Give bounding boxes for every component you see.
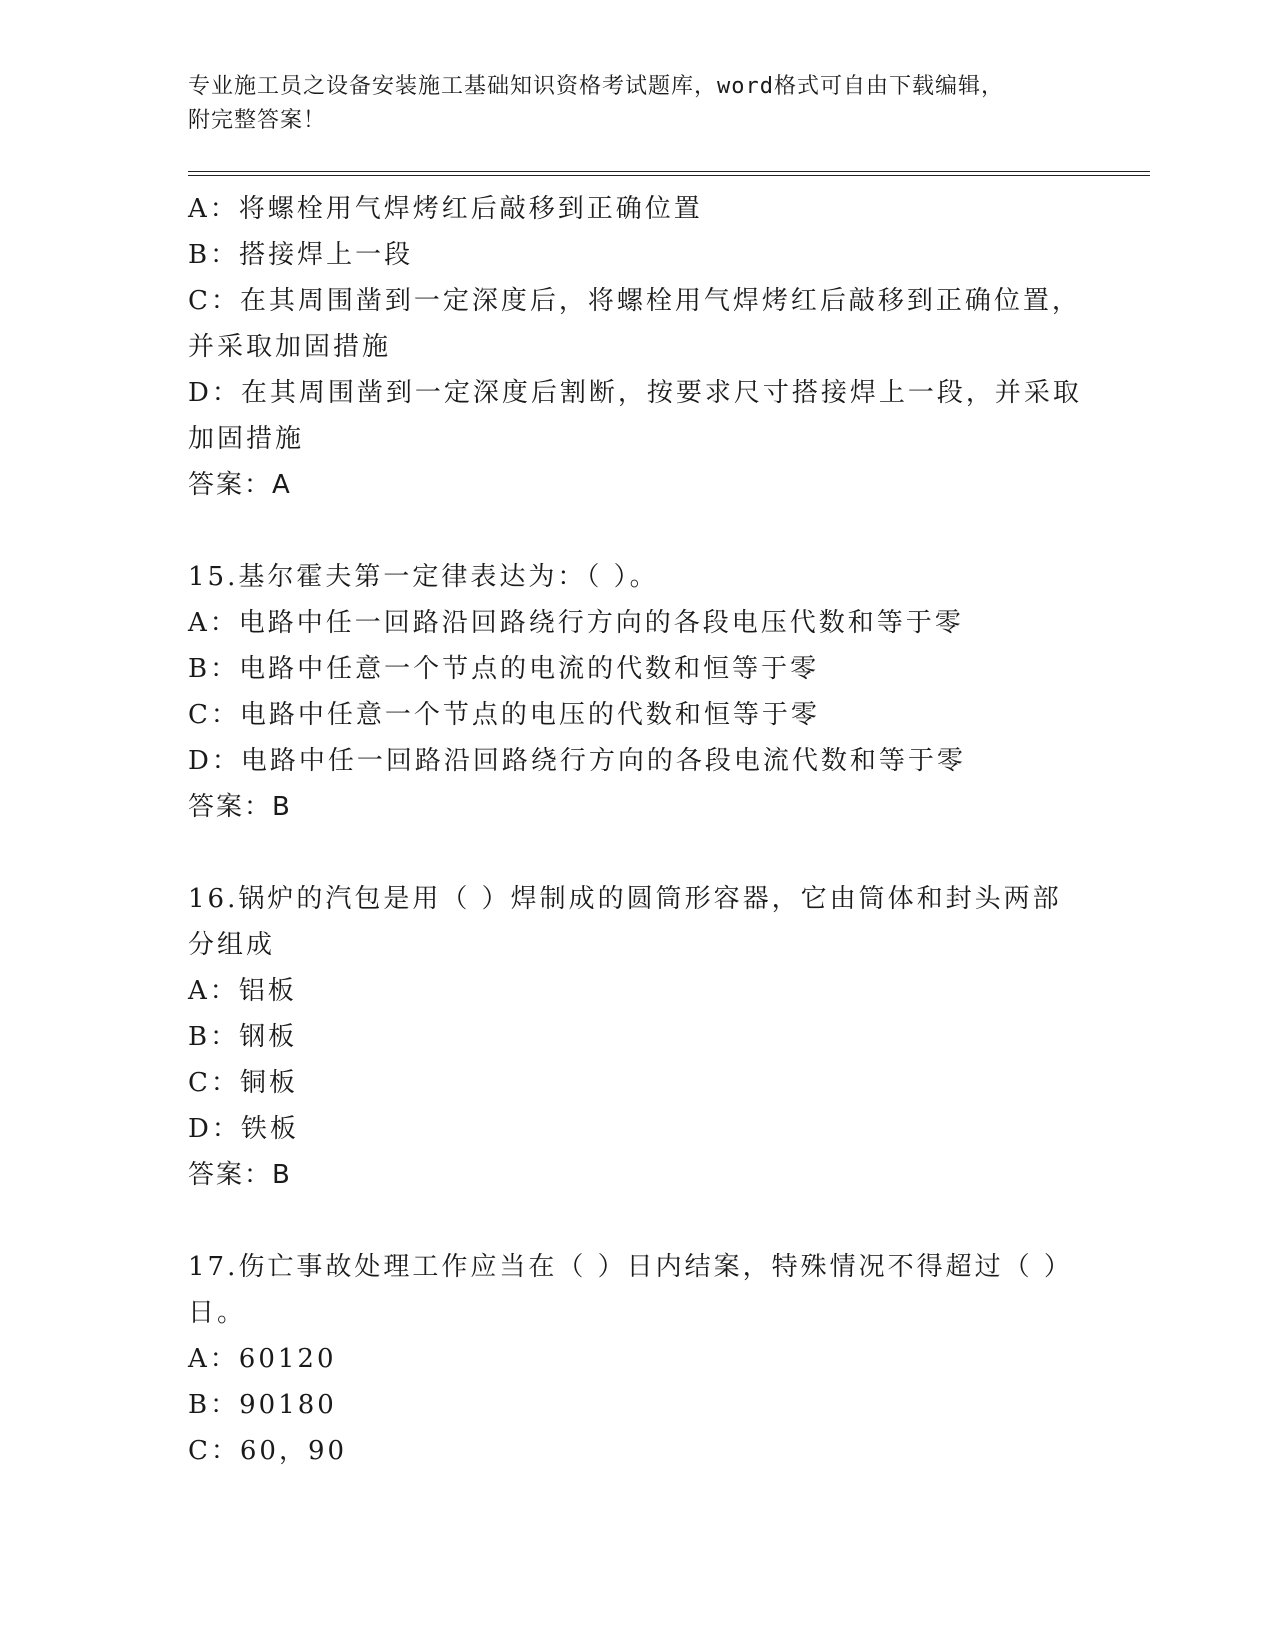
header-rule-top: [188, 171, 1150, 172]
option-d-continued: 加固措施: [188, 424, 305, 454]
question-14: [188, 186, 1088, 508]
question-text: 15.基尔霍夫第一定律表达为：（ ）。: [188, 562, 659, 592]
option-a: A：铝板: [188, 976, 297, 1006]
option-b: B：电路中任意一个节点的电流的代数和恒等于零: [188, 654, 820, 684]
option-c: C：在其周围凿到一定深度后，将螺栓用气焊烤红后敲移到正确位置，: [188, 286, 1081, 316]
header-rule-bottom: [188, 175, 1150, 176]
option-d: D：铁板: [188, 1114, 299, 1144]
question-16: [188, 876, 1088, 1198]
question-text-continued: 分组成: [188, 930, 276, 960]
question-list: [188, 186, 1088, 1474]
answer: 答案：B: [188, 1160, 292, 1190]
option-c: C：铜板: [188, 1068, 298, 1098]
option-c-continued: 并采取加固措施: [188, 332, 392, 362]
header-line-2: 附完整答案！: [188, 108, 327, 133]
question-15: [188, 554, 1088, 830]
answer: 答案：A: [188, 470, 292, 500]
document-header: [188, 70, 1088, 138]
option-a: A：将螺栓用气焊烤红后敲移到正确位置: [188, 194, 703, 224]
question-text: 16.锅炉的汽包是用（ ）焊制成的圆筒形容器，它由筒体和封头两部: [188, 884, 1062, 914]
option-b: B：90180: [188, 1390, 337, 1420]
header-line-1: 专业施工员之设备安装施工基础知识资格考试题库，word格式可自由下载编辑，: [188, 74, 1004, 99]
option-b: B：搭接焊上一段: [188, 240, 414, 270]
option-d: D：在其周围凿到一定深度后割断，按要求尺寸搭接焊上一段，并采取: [188, 378, 1082, 408]
option-a: A：60120: [188, 1344, 337, 1374]
question-text-continued: 日。: [188, 1298, 247, 1328]
option-d: D：电路中任一回路沿回路绕行方向的各段电流代数和等于零: [188, 746, 966, 776]
option-b: B：钢板: [188, 1022, 298, 1052]
option-c: C：60，90: [188, 1436, 348, 1466]
question-17: [188, 1244, 1088, 1474]
answer: 答案：B: [188, 792, 292, 822]
option-a: A：电路中任一回路沿回路绕行方向的各段电压代数和等于零: [188, 608, 964, 638]
option-c: C：电路中任意一个节点的电压的代数和恒等于零: [188, 700, 820, 730]
question-text: 17.伤亡事故处理工作应当在（ ）日内结案，特殊情况不得超过（ ）: [188, 1252, 1073, 1282]
